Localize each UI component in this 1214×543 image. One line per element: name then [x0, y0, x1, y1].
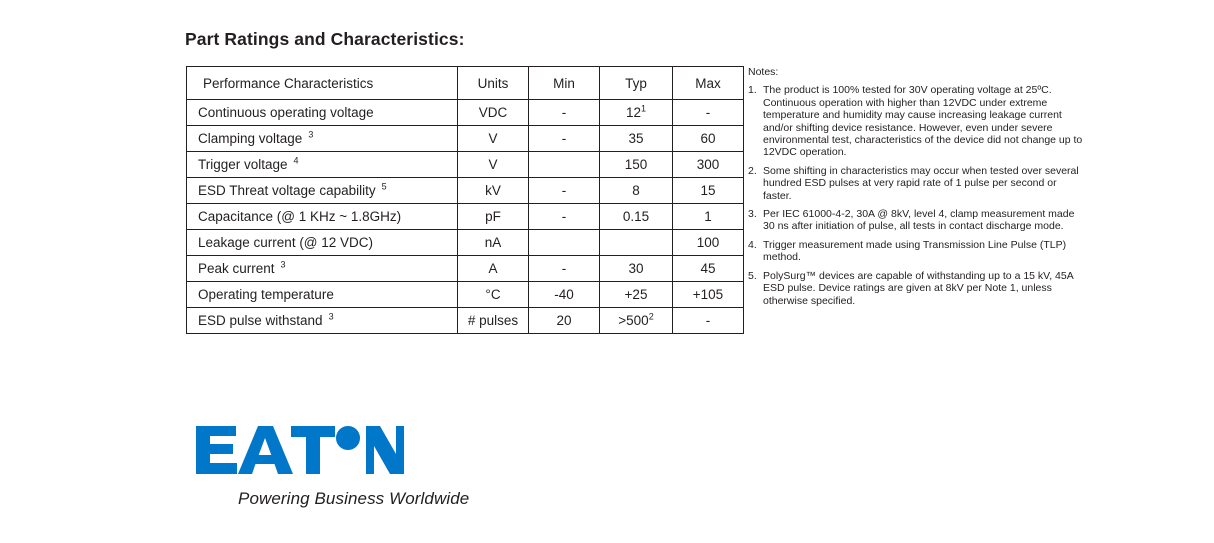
cell-min: -: [529, 256, 600, 282]
typ-value: 0.15: [622, 209, 650, 224]
table-row: [187, 282, 744, 308]
cell-typ: [600, 308, 673, 334]
cell-characteristic: [187, 178, 458, 204]
cell-typ: [600, 126, 673, 152]
table-row: [187, 178, 744, 204]
characteristic-label: Trigger voltage: [198, 157, 288, 172]
cell-min: [529, 152, 600, 178]
characteristic-label: Continuous operating voltage: [198, 105, 374, 120]
brand-tagline: Powering Business Worldwide: [238, 489, 470, 508]
table-body: [187, 67, 744, 334]
characteristic-label: Peak current: [198, 261, 275, 276]
note-number: 5.: [748, 269, 757, 282]
cell-typ: [600, 230, 673, 256]
cell-max: 15: [673, 178, 744, 204]
characteristic-label: Leakage current (@ 12 VDC): [198, 235, 374, 250]
column-header-typ: Typ: [600, 67, 673, 100]
typ-note-ref: 2: [648, 311, 654, 322]
eaton-logo-icon: [196, 424, 404, 476]
cell-characteristic: [187, 204, 458, 230]
table-row: [187, 152, 744, 178]
eaton-logo: [196, 424, 496, 476]
cell-characteristic: [187, 308, 458, 334]
table-row: [187, 126, 744, 152]
typ-value: 8: [632, 183, 640, 198]
note-item: [748, 239, 1088, 264]
notes-heading: Notes:: [748, 66, 779, 78]
table-row: [187, 256, 744, 282]
cell-units: A: [458, 256, 529, 282]
typ-value: +25: [624, 287, 648, 302]
cell-typ: [600, 204, 673, 230]
cell-max: 1: [673, 204, 744, 230]
cell-max: +105: [673, 282, 744, 308]
note-item: [748, 165, 1088, 202]
note-text: Some shifting in characteristics may occur when tested over several hundred ESD pulses at very rapid rate of 1 pulse per second or faster.: [763, 164, 1079, 202]
typ-value: 35: [628, 131, 644, 146]
note-item: [748, 208, 1088, 233]
characteristic-note-ref: 3: [308, 129, 314, 140]
characteristic-label: ESD Threat voltage capability: [198, 183, 376, 198]
column-header-characteristics: Performance Characteristics: [187, 67, 458, 100]
characteristic-label: ESD pulse withstand: [198, 313, 323, 328]
cell-characteristic: [187, 152, 458, 178]
cell-units: # pulses: [458, 308, 529, 334]
typ-value: >500: [618, 313, 649, 328]
cell-typ: [600, 256, 673, 282]
characteristic-note-ref: 4: [293, 155, 299, 166]
note-item: [748, 270, 1088, 307]
note-number: 3.: [748, 208, 757, 221]
cell-min: -: [529, 204, 600, 230]
cell-characteristic: [187, 230, 458, 256]
notes-section: [748, 66, 1088, 307]
table-header-row: [187, 67, 744, 100]
note-item: [748, 84, 1088, 158]
cell-min: 20: [529, 308, 600, 334]
cell-units: V: [458, 126, 529, 152]
cell-min: -: [529, 126, 600, 152]
cell-typ: [600, 282, 673, 308]
cell-max: -: [705, 313, 711, 328]
typ-value: 12: [625, 105, 641, 120]
part-ratings-table: [186, 66, 744, 334]
cell-max: 45: [673, 256, 744, 282]
characteristic-label: Clamping voltage: [198, 131, 303, 146]
cell-min: -40: [529, 282, 600, 308]
typ-note-ref: 1: [641, 103, 647, 114]
note-text: PolySurg™ devices are capable of withstanding up to a 15 kV, 45A ESD pulse. Device ratings are given at 8kV per Note 1, unless otherwise specified.: [763, 269, 1074, 307]
cell-max: -: [673, 100, 744, 126]
cell-units: pF: [458, 204, 529, 230]
cell-units: V: [458, 152, 529, 178]
characteristic-label: Capacitance (@ 1 KHz ~ 1.8GHz): [198, 209, 402, 224]
cell-units: nA: [458, 230, 529, 256]
table-row: [187, 308, 744, 334]
table-row: [187, 100, 744, 126]
cell-min: [529, 230, 600, 256]
cell-min: -: [529, 100, 600, 126]
column-header-min: Min: [529, 67, 600, 100]
note-text: Trigger measurement made using Transmission Line Pulse (TLP) method.: [763, 238, 1067, 264]
note-text: The product is 100% tested for 30V operating voltage at 25ºC. Continuous operation with higher than 12VDC under extreme temperature and humidity may cause increasing leakage current and/or shifting device resistance. However, even under severe environmental test, characteristics of the device did not change up to 12VDC operation.: [763, 84, 1083, 159]
cell-typ: [600, 178, 673, 204]
table-row: [187, 230, 744, 256]
note-number: 4.: [748, 238, 757, 251]
page-title: Part Ratings and Characteristics:: [185, 29, 465, 49]
cell-characteristic: [187, 282, 458, 308]
cell-typ: [600, 152, 673, 178]
cell-units: kV: [458, 178, 529, 204]
table-row: [187, 204, 744, 230]
ratings-table-container: [186, 66, 722, 334]
column-header-units: Units: [458, 67, 529, 100]
cell-characteristic: [187, 126, 458, 152]
cell-characteristic: [187, 256, 458, 282]
cell-min: -: [529, 178, 600, 204]
cell-typ: [600, 100, 673, 126]
column-header-max: Max: [673, 67, 744, 100]
note-text: Per IEC 61000-4-2, 30A @ 8kV, level 4, clamp measurement made 30 ns after initiation of pulse, all tests in contact discharge mode.: [763, 208, 1075, 233]
cell-max: 300: [673, 152, 744, 178]
cell-max: 60: [673, 126, 744, 152]
typ-value: 150: [624, 157, 648, 172]
cell-units: VDC: [458, 100, 529, 126]
note-number: 1.: [748, 84, 757, 97]
characteristic-label: Operating temperature: [198, 287, 334, 302]
cell-characteristic: [187, 100, 458, 126]
note-number: 2.: [748, 164, 757, 177]
cell-max: 100: [673, 230, 744, 256]
cell-units: °C: [458, 282, 529, 308]
characteristic-note-ref: 5: [381, 181, 387, 192]
typ-value: 30: [628, 261, 644, 276]
characteristic-note-ref: 3: [280, 259, 286, 270]
characteristic-note-ref: 3: [328, 311, 334, 322]
